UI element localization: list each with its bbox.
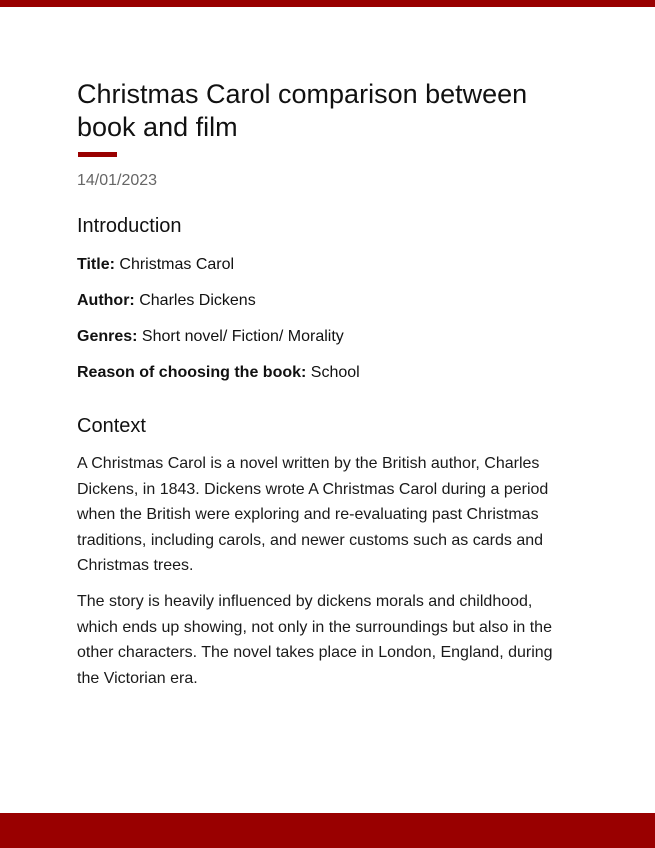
info-title-value: Christmas Carol [119,256,235,273]
context-heading: Context [77,415,146,437]
document-title: Christmas Carol comparison between book and film [77,79,528,142]
info-author-value: Charles Dickens [139,292,256,309]
info-genres-value: Short novel/ Fiction/ Morality [141,328,344,345]
document-date: 14/01/2023 [77,172,158,189]
info-author [77,291,577,311]
info-author-label: Author: [77,292,135,309]
context-paragraph-1: A Christmas Carol is a novel written by the British author, Charles Dickens, in 1843. Dickens wrote A Christmas Carol during a period when the British were exploring and re-evaluating past Christmas traditions, including carols, and newer customs such as cards and Christmas trees. [77,455,549,575]
info-title-label: Title: [77,256,115,273]
introduction-heading: Introduction [77,215,182,237]
info-genres-label: Genres: [77,328,138,345]
info-reason [77,363,577,383]
info-genres [77,327,577,347]
top-accent-bar [0,0,655,7]
bottom-accent-bar [0,813,655,848]
title-underline [78,152,117,157]
context-paragraph-2: The story is heavily influenced by dickens morals and childhood, which ends up showing, not only in the surroundings but also in the other characters. The novel takes place in London, England, during the Victorian era. [77,592,553,687]
document-content [77,78,577,691]
info-reason-value: School [310,364,360,381]
info-title [77,255,577,275]
info-reason-label: Reason of choosing the book: [77,364,307,381]
